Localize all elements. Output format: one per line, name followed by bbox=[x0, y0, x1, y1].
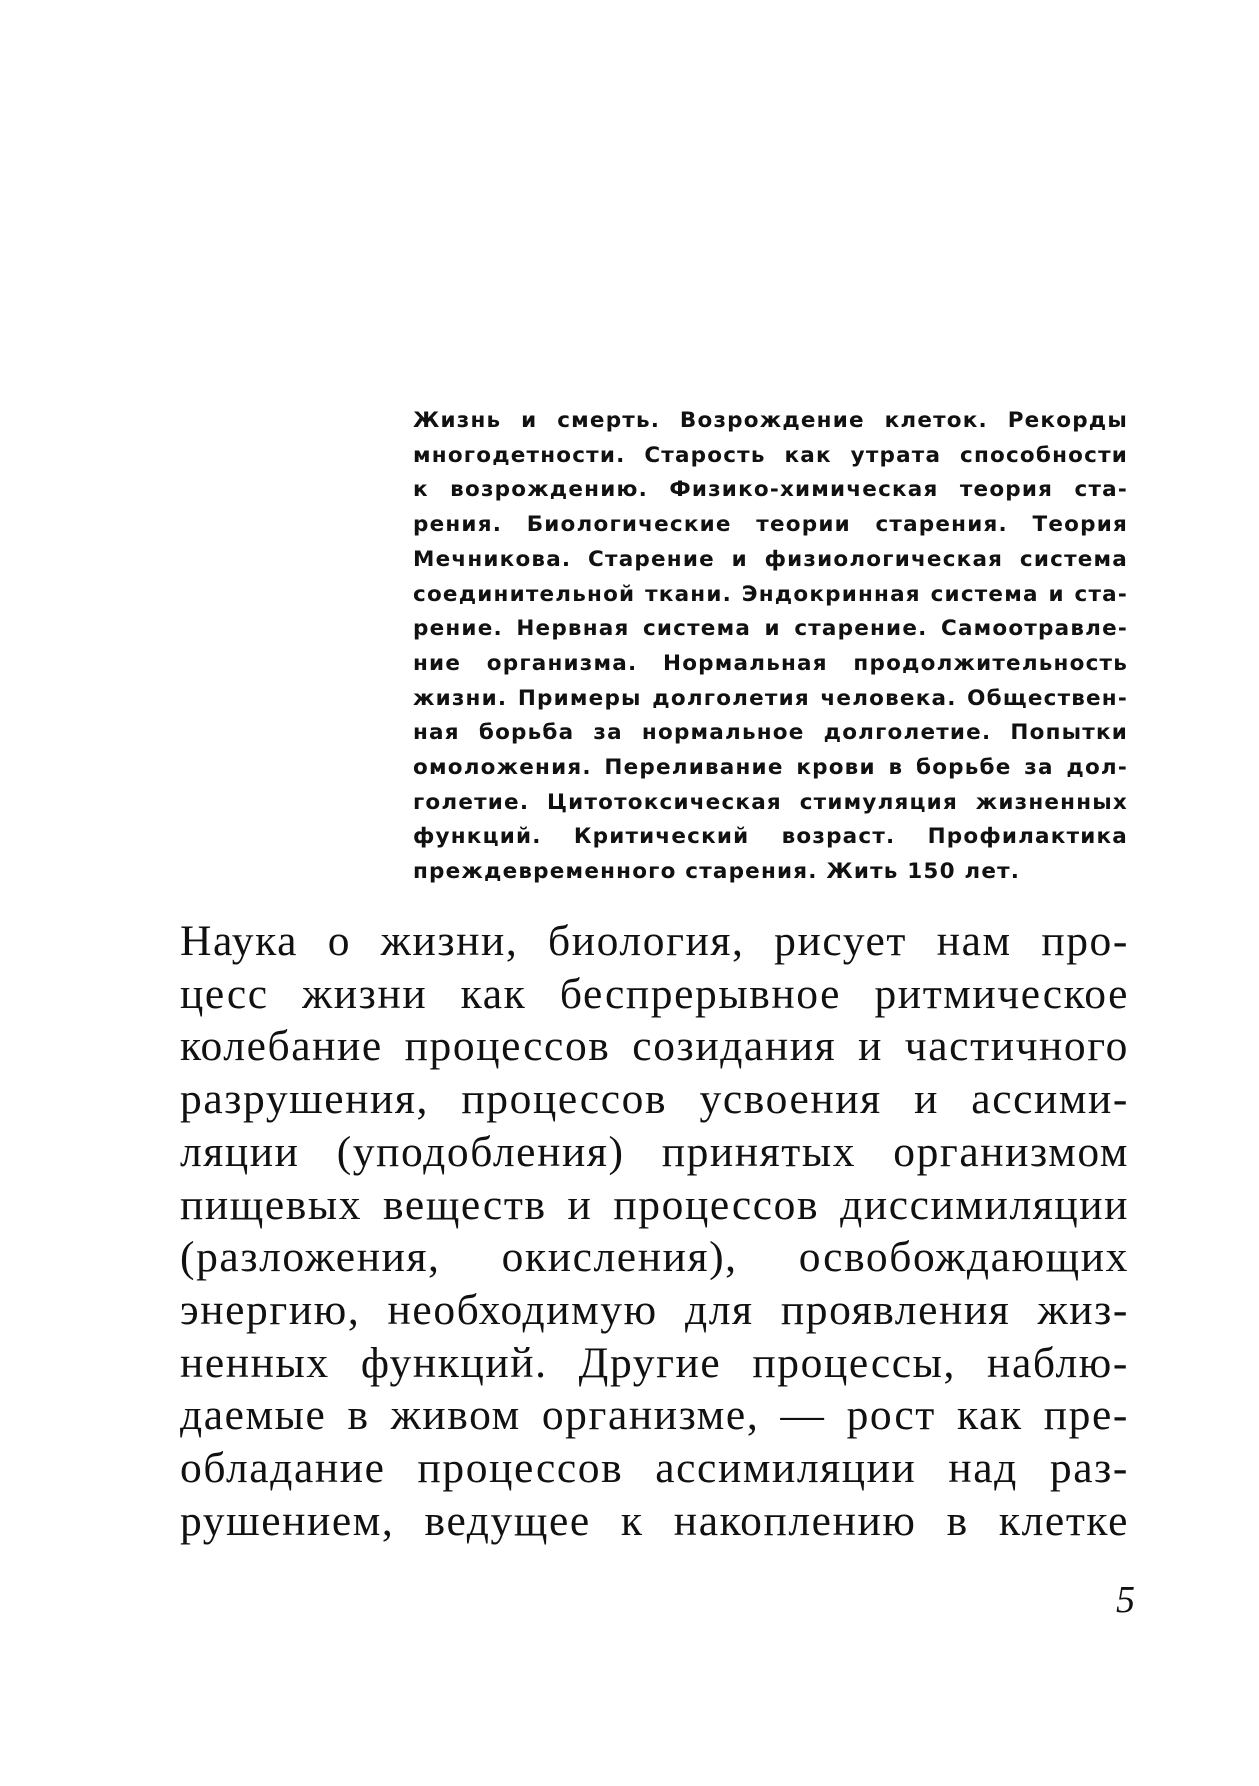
summary-line: ная борьба за нормальное долголетие. Попытки bbox=[413, 720, 1128, 746]
summary-line: функций. Критический возраст. Профилактика bbox=[413, 824, 1128, 850]
summary-line: соединительной ткани. Эндокринная система и ста- bbox=[413, 581, 1128, 607]
body-paragraph bbox=[180, 915, 1129, 1547]
page-number: 5 bbox=[1116, 1579, 1135, 1621]
summary-line: омоложения. Переливание крови в борьбе за дол- bbox=[413, 755, 1128, 781]
body-line: колебание процессов созидания и частичного bbox=[180, 1022, 1129, 1071]
summary-line: многодетности. Старость как утрата способности bbox=[413, 442, 1128, 468]
body-line: цесс жизни как беспрерывное ритмическое bbox=[180, 969, 1129, 1018]
body-line: рушением, ведущее к накоплению в клетке bbox=[180, 1496, 1129, 1545]
summary-line: рение. Нервная система и старение. Самоотравле- bbox=[413, 616, 1128, 642]
body-line: Наука о жизни, биология, рисует нам про- bbox=[180, 917, 1129, 965]
body-line: ненных функций. Другие процессы, наблю- bbox=[180, 1338, 1129, 1387]
chapter-summary bbox=[413, 404, 1128, 890]
summary-line: к возрождению. Физико-химическая теория ста- bbox=[413, 477, 1128, 503]
summary-line: Жизнь и смерть. Возрождение клеток. Рекорды bbox=[413, 408, 1128, 433]
body-line: ляции (уподобления) принятых организмом bbox=[180, 1127, 1129, 1176]
summary-line: ние организма. Нормальная продолжительность bbox=[413, 650, 1128, 676]
summary-line: голетие. Цитотоксическая стимуляция жизненных bbox=[413, 789, 1128, 815]
body-line: (разложения, окисления), освобождающих bbox=[180, 1233, 1129, 1282]
summary-line: Мечникова. Старение и физиологическая система bbox=[413, 546, 1128, 572]
body-line: даемые в живом организме, — рост как пре- bbox=[180, 1391, 1129, 1440]
summary-line: жизни. Примеры долголетия человека. Обществен- bbox=[413, 685, 1128, 711]
body-line: пищевых веществ и процессов диссимиляции bbox=[180, 1180, 1129, 1229]
summary-line: преждевременного старения. Жить 150 лет. bbox=[413, 859, 1021, 885]
body-line: обладание процессов ассимиляции над раз- bbox=[180, 1444, 1129, 1493]
body-line: энергию, необходимую для проявления жиз- bbox=[180, 1285, 1129, 1334]
body-line: разрушения, процессов усвоения и ассими- bbox=[180, 1075, 1129, 1124]
summary-line: рения. Биологические теории старения. Теория bbox=[413, 512, 1128, 538]
